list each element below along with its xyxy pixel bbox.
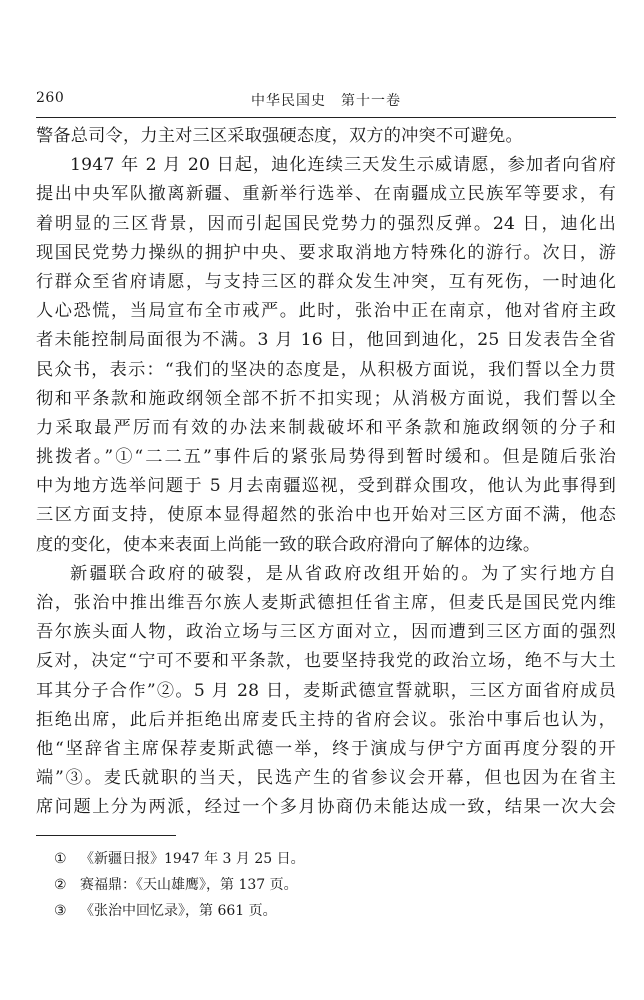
footnote	[54, 872, 614, 898]
text-line: 彻和平条款和施政纲领全部不折不扣实现；从消极方面说，我们誓以全	[36, 388, 616, 409]
footnote-text: 《张治中回忆录》，第 661 页。	[80, 903, 277, 919]
paragraph	[36, 122, 616, 151]
text-line: 他“坚辞省主席保荐麦斯武德一举，终于演成与伊宁方面再度分裂的开	[36, 738, 616, 759]
footnote-text: 赛福鼎：《天山雄鹰》，第 137 页。	[80, 877, 298, 893]
text-line: 新疆联合政府的破裂，是从省政府改组开始的。为了实行地方自	[70, 563, 616, 584]
text-line: 端”③。麦氏就职的当天，民选产生的省参议会开幕，但也因为在省主	[36, 768, 616, 789]
text-line: 力采取最严厉而有效的办法来制裁破坏和平条款和施政纲领的分子和	[36, 417, 616, 438]
header-rule	[36, 117, 616, 118]
paragraph	[36, 560, 616, 823]
footnote-rule	[36, 835, 176, 836]
text-line: 治，张治中推出维吾尔族人麦斯武德担任省主席，但麦氏是国民党内维	[36, 593, 616, 613]
text-line: 中为地方选举问题于 5 月去南疆巡视，受到群众围攻，他认为此事得到	[36, 476, 616, 497]
text-line: 反对，决定“宁可不要和平条款，也要坚持我党的政治立场，绝不与大土	[36, 651, 616, 672]
text-line: 耳其分子合作”②。5 月 28 日，麦斯武德宣誓就职，三区方面省府成员	[36, 680, 616, 701]
footnote-text: 《新疆日报》1947 年 3 月 25 日。	[80, 851, 305, 867]
text-line: 着明显的三区背景，因而引起国民党势力的强烈反弹。24 日，迪化出	[36, 213, 616, 234]
text-line: 行群众至省府请愿，与支持三区的群众发生冲突，互有死伤，一时迪化	[36, 271, 616, 292]
text-line: 三区方面支持，使原本显得超然的张治中也开始对三区方面不满，他态	[36, 505, 616, 526]
footnote	[54, 846, 614, 872]
page-number: 260	[36, 90, 65, 106]
text-line: 者未能控制局面很为不满。3 月 16 日，他回到迪化，25 日发表告全省	[36, 330, 616, 351]
footnote-marker: ②	[54, 877, 67, 893]
text-line: 挑拨者。”①“二二五”事件后的紧张局势得到暂时缓和。但是随后张治	[36, 447, 616, 468]
footnote	[54, 898, 614, 924]
text-line: 席问题上分为两派，经过一个多月协商仍未能达成一致，结果一次大会	[36, 797, 616, 818]
footnotes	[54, 846, 614, 924]
body-text	[36, 122, 616, 823]
text-line: 提出中央军队撤离新疆、重新举行选举、在南疆成立民族军等要求，有	[36, 184, 616, 205]
text-line: 民众书，表示：“我们的坚决的态度是，从积极方面说，我们誓以全力贯	[36, 359, 616, 380]
running-header	[36, 90, 616, 112]
paragraph	[36, 151, 616, 560]
text-line: 1947 年 2 月 20 日起，迪化连续三天发生示威请愿，参加者向省府	[70, 155, 616, 176]
text-line: 人心恐慌，当局宣布全市戒严。此时，张治中正在南京，他对省府主政	[36, 301, 616, 322]
text-line: 吾尔族头面人物，政治立场与三区方面对立，因而遭到三区方面的强烈	[36, 622, 616, 643]
footnote-marker: ③	[54, 903, 67, 919]
text-line: 拒绝出席，此后并拒绝出席麦氏主持的省府会议。张治中事后也认为，	[36, 709, 616, 730]
text-line: 度的变化，使本来表面上尚能一致的联合政府滑向了解体的边缘。	[36, 534, 541, 555]
text-line: 警备总司令，力主对三区采取强硬态度，双方的冲突不可避免。	[36, 126, 523, 146]
footnote-marker: ①	[54, 851, 67, 867]
running-title: 中华民国史 第十一卷	[251, 93, 401, 109]
text-line: 现国民党势力操纵的拥护中央、要求取消地方特殊化的游行。次日，游	[36, 242, 616, 263]
